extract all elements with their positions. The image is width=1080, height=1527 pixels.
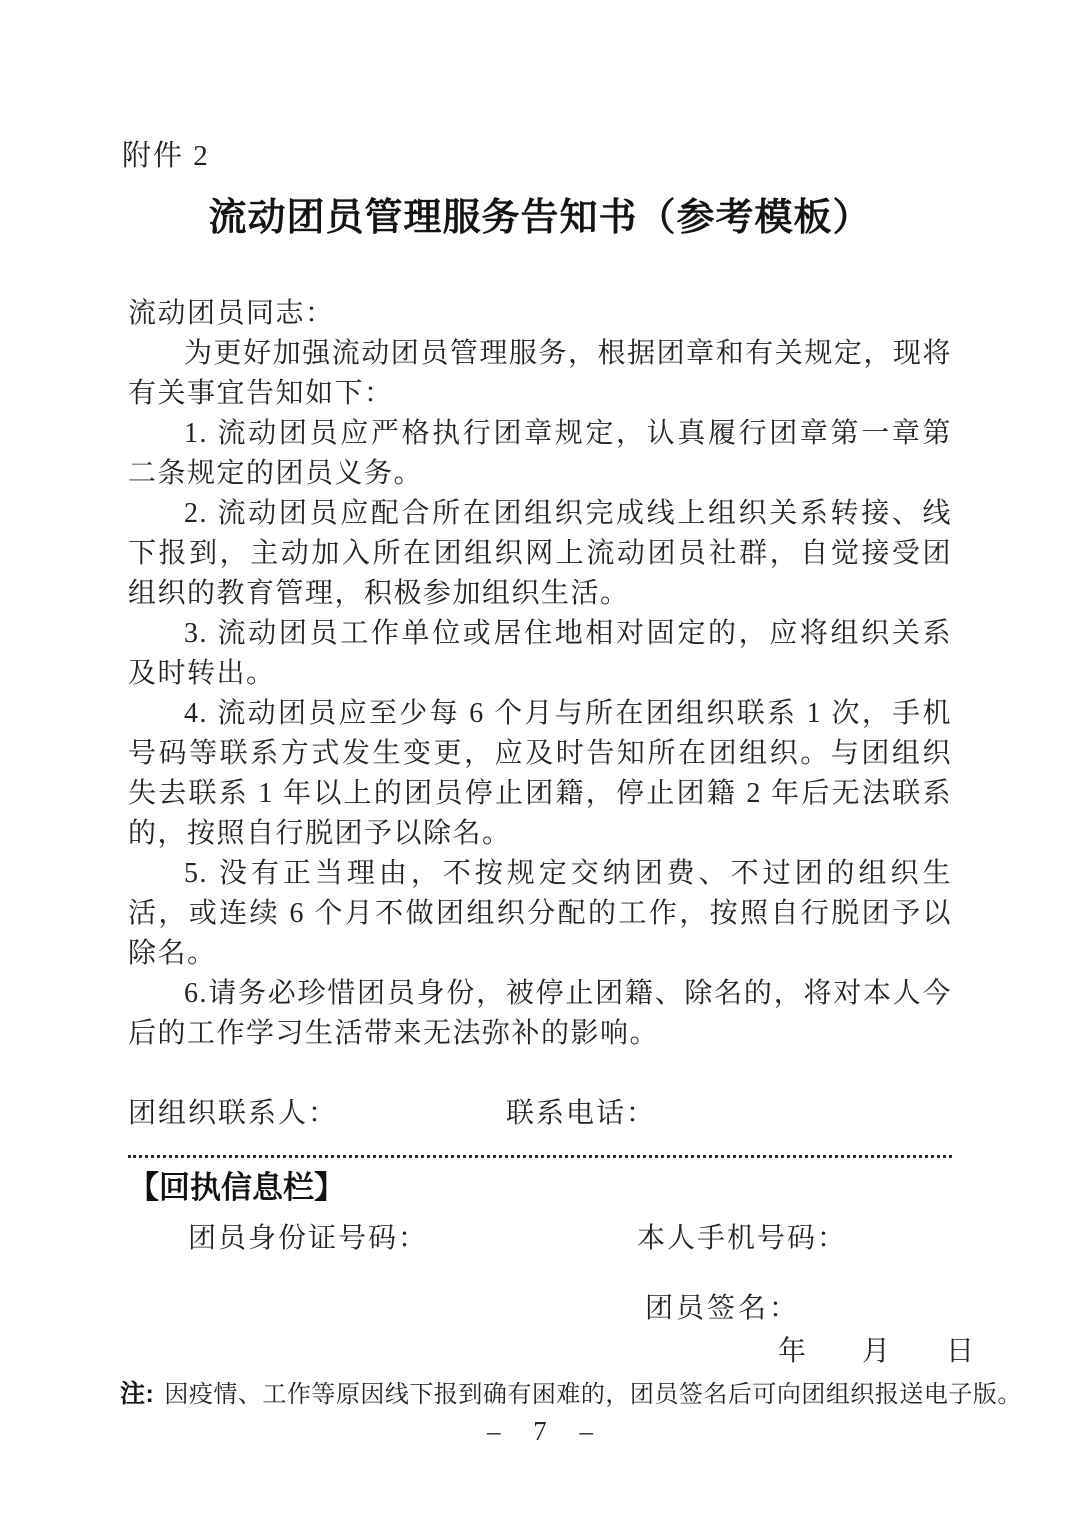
notice-item-2: 2. 流动团员应配合所在团组织完成线上组织关系转接、线下报到，主动加入所在团组织网上流动团员社群，自觉接受团组织的教育管理，积极参加组织生活。 xyxy=(128,498,952,609)
signature-label: 团员签名： xyxy=(645,1293,801,1324)
contact-phone-label: 联系电话： xyxy=(506,1098,657,1129)
note-text: 因疫情、工作等原因线下报到确有困难的，团员签名后可向团组织报送电子版。 xyxy=(164,1382,1022,1408)
attachment-label: 附件 2 xyxy=(122,140,210,172)
receipt-fields-row xyxy=(128,1219,952,1259)
page-number: – 7 – xyxy=(487,1416,593,1446)
receipt-section-title: 【回执信息栏】 xyxy=(128,1170,345,1205)
signature-line xyxy=(128,1289,952,1329)
mobile-number-label: 本人手机号码： xyxy=(637,1223,848,1254)
dotted-divider xyxy=(128,1155,952,1158)
notice-item-3: 3. 流动团员工作单位或居住地相对固定的，应将组织关系及时转出。 xyxy=(128,618,952,689)
notice-item-5: 5. 没有正当理由，不按规定交纳团费、不过团的组织生活，或连续 6 个月不做团组织分配的工作，按照自行脱团予以除名。 xyxy=(128,858,952,969)
date-line xyxy=(128,1332,975,1372)
salutation: 流动团员同志： xyxy=(128,298,335,329)
document-title: 流动团员管理服务告知书（参考模板） xyxy=(208,197,872,239)
date-year-label: 年 xyxy=(778,1336,807,1367)
notice-item-4: 4. 流动团员应至少每 6 个月与所在团组织联系 1 次，手机号码等联系方式发生变更，应及时告知所在团组织。与团组织失去联系 1 年以上的团员停止团籍，停止团籍 2 年后无法联系的，按照自行脱团予以除名。 xyxy=(128,698,952,849)
notice-item-6: 6.请务必珍惜团员身份，被停止团籍、除名的，将对本人今后的工作学习生活带来无法弥补的影响。 xyxy=(128,978,952,1049)
contact-person-label: 团组织联系人： xyxy=(128,1098,339,1129)
date-day-label: 日 xyxy=(946,1336,975,1367)
member-id-label: 团员身份证号码： xyxy=(188,1223,429,1254)
contact-line xyxy=(128,1094,952,1134)
intro-paragraph: 为更好加强流动团员管理服务，根据团章和有关规定，现将有关事宜告知如下： xyxy=(128,338,952,409)
notice-item-1: 1. 流动团员应严格执行团章规定，认真履行团章第一章第二条规定的团员义务。 xyxy=(128,418,952,489)
notice-body xyxy=(128,294,952,1054)
note-line xyxy=(120,1377,1022,1412)
date-month-label: 月 xyxy=(862,1336,891,1367)
note-prefix: 注: xyxy=(120,1380,155,1408)
